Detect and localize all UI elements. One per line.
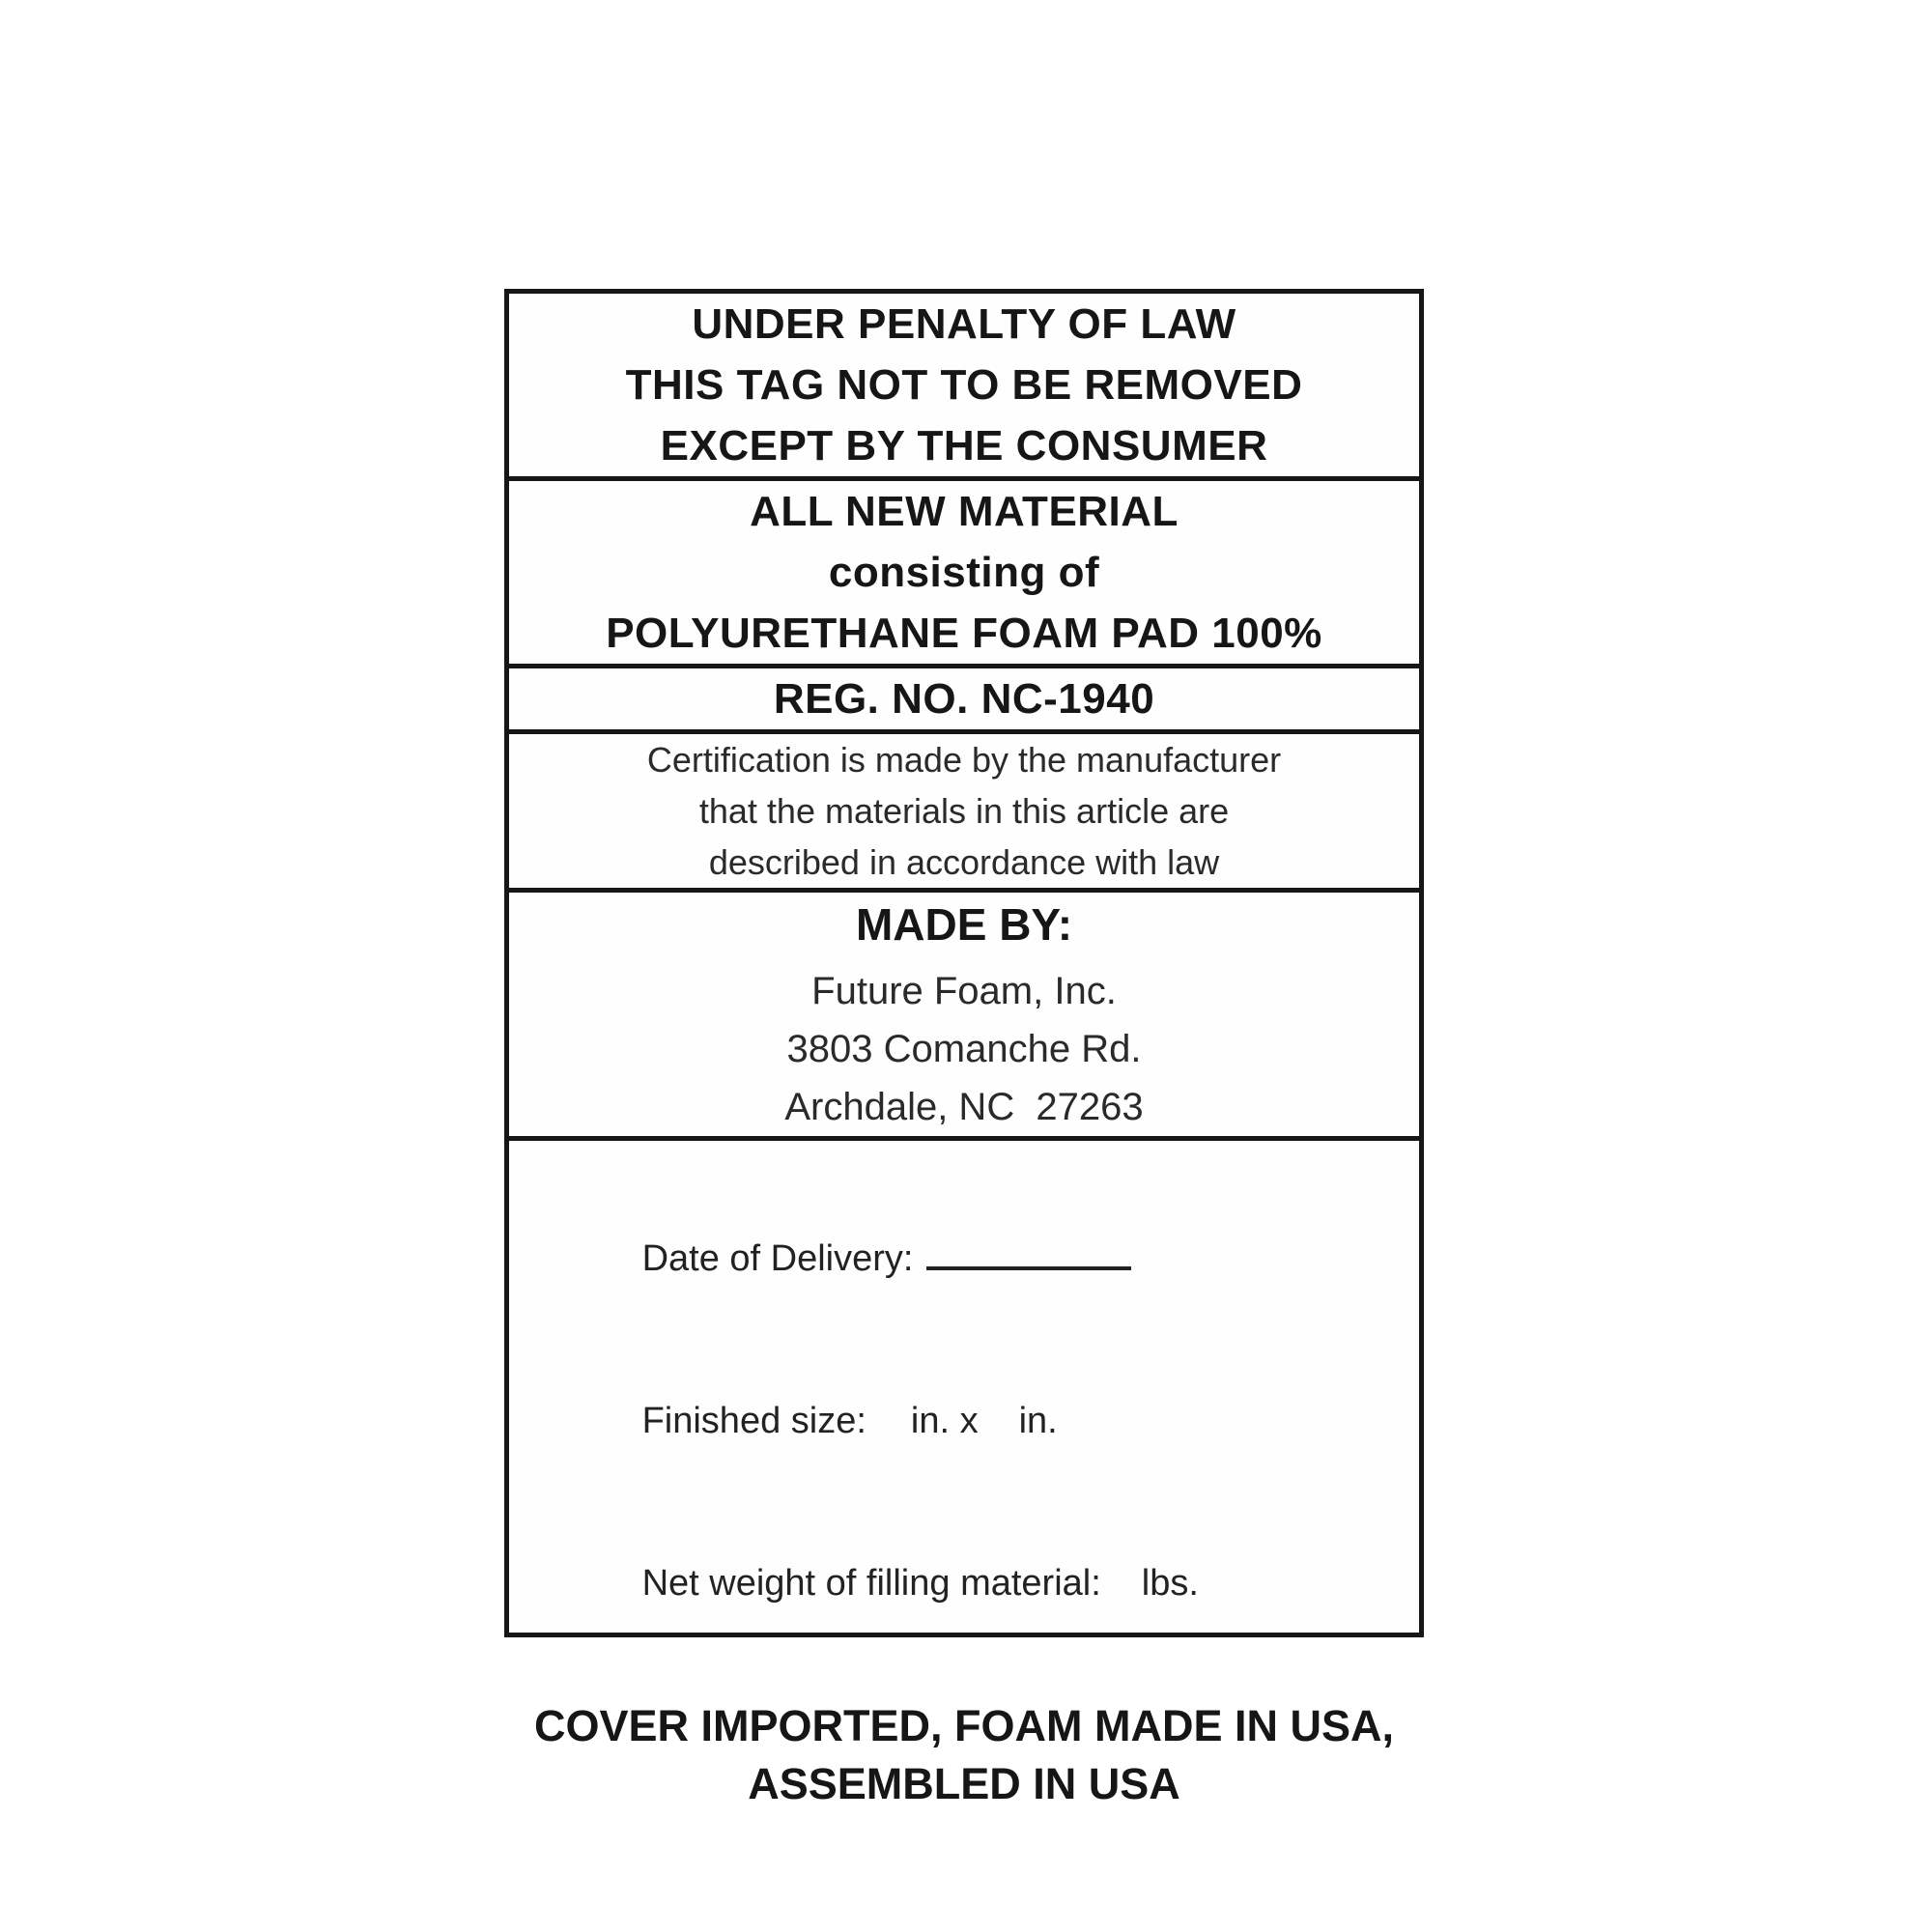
material-line-2: consisting of <box>828 549 1100 596</box>
finished-size-first-unit: in. x <box>910 1401 979 1441</box>
registration-number-section <box>509 668 1419 734</box>
material-line-3: POLYURETHANE FOAM PAD 100% <box>606 610 1322 657</box>
registration-number: REG. NO. NC-1940 <box>773 675 1155 723</box>
manufacturer-street: 3803 Comanche Rd. <box>786 1028 1142 1070</box>
origin-statement <box>509 1697 1419 1813</box>
origin-line-1: COVER IMPORTED, FOAM MADE IN USA, <box>533 1701 1395 1750</box>
date-of-delivery-blank <box>926 1234 1131 1270</box>
made-by-heading: MADE BY: <box>855 899 1073 950</box>
finished-size-second-unit: in. <box>1018 1401 1058 1441</box>
manufacturer-city-state-zip: Archdale, NC 27263 <box>784 1086 1144 1128</box>
origin-line-2: ASSEMBLED IN USA <box>748 1759 1180 1808</box>
law-tag-label <box>504 289 1424 1808</box>
finished-size-row <box>540 1340 1400 1502</box>
penalty-line-3: EXCEPT BY THE CONSUMER <box>660 422 1268 469</box>
details-section <box>509 1141 1419 1813</box>
penalty-line-1: UNDER PENALTY OF LAW <box>692 300 1236 348</box>
net-weight-label: Net weight of filling material: <box>641 1563 1101 1604</box>
penalty-section <box>509 294 1419 481</box>
finished-size-label: Finished size: <box>641 1401 867 1441</box>
material-section <box>509 481 1419 668</box>
certification-line-2: that the materials in this article are <box>698 791 1230 831</box>
certification-section <box>509 734 1419 893</box>
material-line-1: ALL NEW MATERIAL <box>750 488 1179 535</box>
detail-rows <box>509 1141 1419 1664</box>
net-weight-unit: lbs. <box>1141 1563 1199 1604</box>
net-weight-row <box>540 1502 1400 1664</box>
date-of-delivery-row <box>540 1178 1400 1340</box>
certification-line-1: Certification is made by the manufacturer <box>646 740 1282 780</box>
date-of-delivery-label: Date of Delivery: <box>641 1238 914 1279</box>
manufacturer-name: Future Foam, Inc. <box>811 970 1117 1012</box>
penalty-line-2: THIS TAG NOT TO BE REMOVED <box>625 361 1303 409</box>
made-by-section <box>509 893 1419 1141</box>
certification-line-3: described in accordance with law <box>708 842 1220 882</box>
